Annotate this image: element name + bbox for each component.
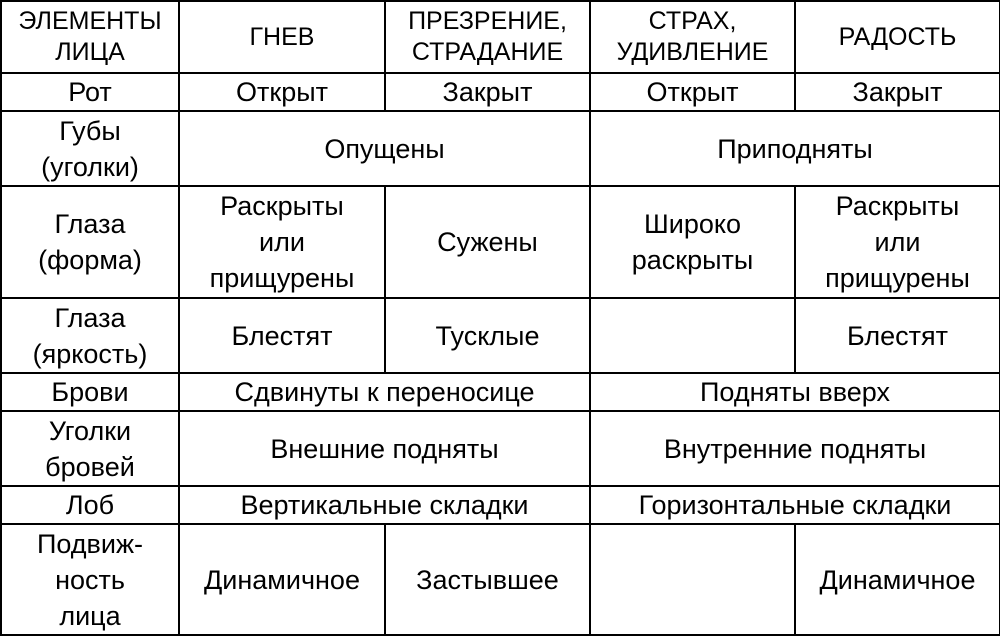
row-brows: [1, 373, 1000, 411]
cell-contempt: Сужены: [385, 186, 590, 298]
row-eyes-brightness: [1, 298, 1000, 373]
cell-fear: Широко раскрыты: [590, 186, 795, 298]
cell-fear-joy: Горизонтальные складки: [590, 486, 1000, 524]
cell-joy: Блестят: [795, 298, 1000, 373]
cell-anger-contempt: Внешние подняты: [179, 411, 590, 486]
cell-contempt: Закрыт: [385, 73, 590, 111]
row-label: Губы (уголки): [1, 111, 179, 186]
cell-contempt: Тусклые: [385, 298, 590, 373]
cell-anger-contempt: Вертикальные складки: [179, 486, 590, 524]
row-mobility: [1, 524, 1000, 635]
cell-anger: Блестят: [179, 298, 385, 373]
cell-fear-joy: Приподняты: [590, 111, 1000, 186]
cell-anger: Открыт: [179, 73, 385, 111]
cell-fear: Открыт: [590, 73, 795, 111]
header-row: [1, 1, 1000, 73]
cell-fear-joy: Подняты вверх: [590, 373, 1000, 411]
row-forehead: [1, 486, 1000, 524]
row-label: Рот: [1, 73, 179, 111]
cell-joy: Закрыт: [795, 73, 1000, 111]
cell-fear: [590, 524, 795, 635]
cell-anger-contempt: Опущены: [179, 111, 590, 186]
cell-fear-joy: Внутренние подняты: [590, 411, 1000, 486]
cell-contempt: Застывшее: [385, 524, 590, 635]
cell-fear: [590, 298, 795, 373]
header-fear-surprise: СТРАХ, УДИВЛЕНИЕ: [590, 1, 795, 73]
cell-anger: Раскрыты или прищурены: [179, 186, 385, 298]
row-label: Уголки бровей: [1, 411, 179, 486]
row-lips: [1, 111, 1000, 186]
cell-anger: Динамичное: [179, 524, 385, 635]
row-label: Брови: [1, 373, 179, 411]
row-mouth: [1, 73, 1000, 111]
row-label: Лоб: [1, 486, 179, 524]
header-anger: ГНЕВ: [179, 1, 385, 73]
row-brow-corners: [1, 411, 1000, 486]
cell-joy: Динамичное: [795, 524, 1000, 635]
header-joy: РАДОСТЬ: [795, 1, 1000, 73]
row-label: Глаза (яркость): [1, 298, 179, 373]
row-eyes-shape: [1, 186, 1000, 298]
header-face-elements: ЭЛЕМЕНТЫ ЛИЦА: [1, 1, 179, 73]
row-label: Глаза (форма): [1, 186, 179, 298]
row-label: Подвиж- ность лица: [1, 524, 179, 635]
cell-anger-contempt: Сдвинуты к переносице: [179, 373, 590, 411]
cell-joy: Раскрыты или прищурены: [795, 186, 1000, 298]
header-contempt-suffering: ПРЕЗРЕНИЕ, СТРАДАНИЕ: [385, 1, 590, 73]
